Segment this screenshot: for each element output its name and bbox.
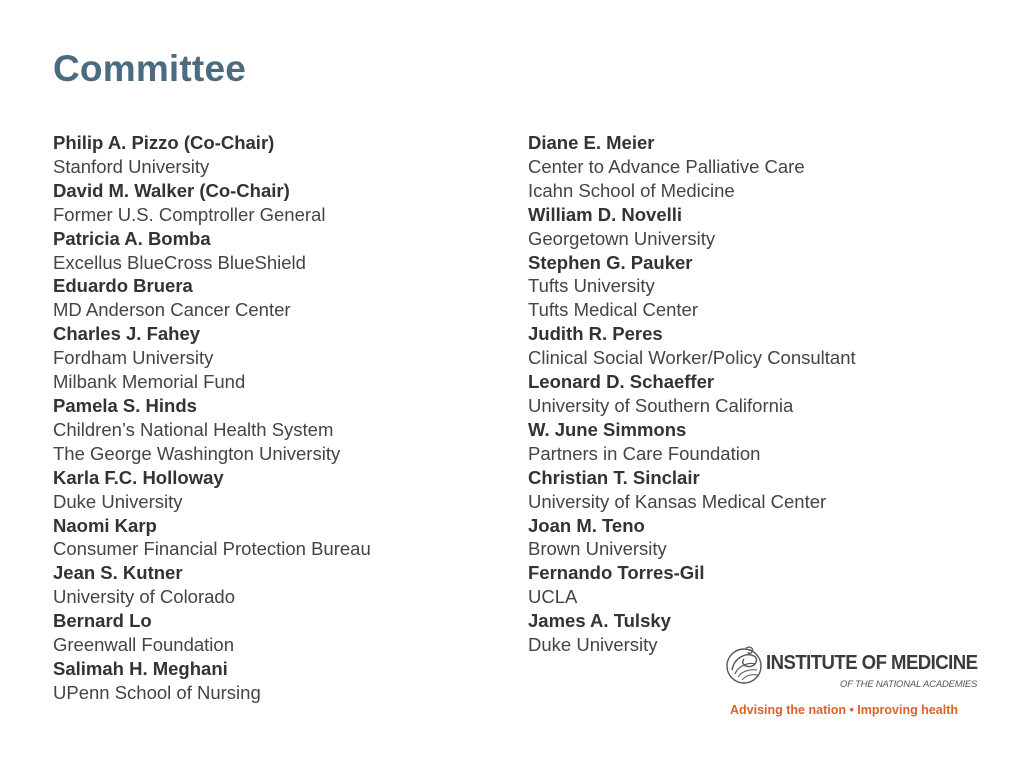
institute-of-medicine-logo <box>724 644 978 720</box>
member-affiliation: Brown University <box>528 538 667 560</box>
member-affiliation: Excellus BlueCross BlueShield <box>53 251 306 273</box>
member-affiliation: Georgetown University <box>528 227 716 249</box>
committee-list-right <box>528 131 856 657</box>
member-name: Eduardo Bruera <box>53 275 193 297</box>
member-name: James A. Tulsky <box>528 610 671 632</box>
member-affiliation: Partners in Care Foundation <box>528 442 761 464</box>
member-name: Naomi Karp <box>53 514 157 536</box>
logo-tagline: Advising the nation • Improving health <box>730 703 958 717</box>
member-name: Patricia A. Bomba <box>53 227 211 249</box>
member-name: Charles J. Fahey <box>53 323 201 345</box>
member-affiliation: Duke University <box>528 634 658 656</box>
member-name: Stephen G. Pauker <box>528 251 693 273</box>
member-affiliation: Icahn School of Medicine <box>528 179 735 201</box>
member-name: Philip A. Pizzo (Co-Chair) <box>53 132 275 153</box>
member-affiliation: Milbank Memorial Fund <box>53 371 246 393</box>
iom-emblem-icon <box>724 644 764 686</box>
member-affiliation: Greenwall Foundation <box>53 634 234 656</box>
member-name: Salimah H. Meghani <box>53 657 228 679</box>
member-name: Christian T. Sinclair <box>528 466 700 488</box>
member-name: William D. Novelli <box>528 203 683 225</box>
member-affiliation: Clinical Social Worker/Policy Consultant <box>528 347 856 369</box>
member-name: Karla F.C. Holloway <box>53 466 224 488</box>
member-affiliation: Children’s National Health System <box>53 418 334 440</box>
member-name: Jean S. Kutner <box>53 562 183 584</box>
member-name: Fernando Torres-Gil <box>528 562 705 584</box>
member-affiliation: Stanford University <box>53 155 210 177</box>
member-name: Pamela S. Hinds <box>53 394 197 416</box>
member-affiliation: Tufts University <box>528 275 655 297</box>
member-affiliation: The George Washington University <box>53 442 341 464</box>
member-affiliation: University of Southern California <box>528 394 794 416</box>
member-name: Leonard D. Schaeffer <box>528 371 715 393</box>
member-name: W. June Simmons <box>528 418 687 440</box>
logo-subtitle: OF THE NATIONAL ACADEMIES <box>840 679 978 690</box>
member-affiliation: Center to Advance Palliative Care <box>528 155 805 177</box>
member-name: Diane E. Meier <box>528 132 655 153</box>
committee-list-left <box>53 131 371 705</box>
member-affiliation: Consumer Financial Protection Bureau <box>53 538 371 560</box>
member-affiliation: University of Kansas Medical Center <box>528 490 827 512</box>
member-affiliation: UPenn School of Nursing <box>53 681 261 703</box>
member-affiliation: Duke University <box>53 490 183 512</box>
logo-title: INSTITUTE OF MEDICINE <box>766 652 978 674</box>
member-affiliation: University of Colorado <box>53 586 235 608</box>
member-affiliation: UCLA <box>528 586 578 608</box>
member-affiliation: Fordham University <box>53 347 214 369</box>
member-name: Judith R. Peres <box>528 323 663 345</box>
member-affiliation: Tufts Medical Center <box>528 299 698 321</box>
member-name: Bernard Lo <box>53 610 152 632</box>
member-name: Joan M. Teno <box>528 514 645 536</box>
member-name: David M. Walker (Co-Chair) <box>53 179 290 201</box>
member-affiliation: Former U.S. Comptroller General <box>53 203 326 225</box>
page-title: Committee <box>53 48 246 89</box>
member-affiliation: MD Anderson Cancer Center <box>53 299 291 321</box>
